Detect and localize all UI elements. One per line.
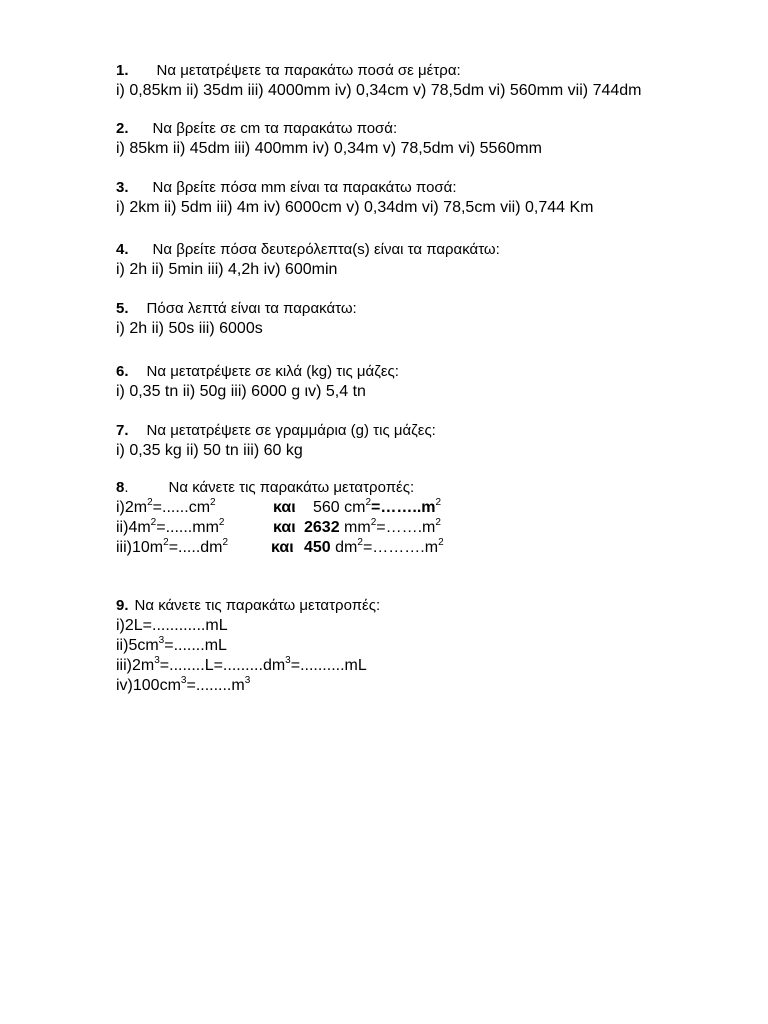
exponent: 2 <box>435 517 441 528</box>
volume-target-2: =..........mL <box>290 657 367 674</box>
and-word: και <box>271 539 294 556</box>
conv-left-base: ii)4m <box>116 519 151 536</box>
exercise-6-title: Να μετατρέψετε σε κιλά (kg) τις μάζες: <box>146 363 399 380</box>
volume-base: iii)2m <box>116 657 155 674</box>
exercise-7-items: i) 0,35 kg ii) 50 tn iii) 60 kg <box>116 442 303 459</box>
exponent: 2 <box>150 517 157 528</box>
exercise-5-heading <box>116 299 756 319</box>
exercise-4-number: 4. <box>116 241 129 258</box>
exercise-8-number: 8 <box>116 479 125 496</box>
exponent: 2 <box>210 497 216 508</box>
exercise-7 <box>116 421 756 461</box>
exercise-3-items: i) 2km ii) 5dm iii) 4m iv) 6000cm v) 0,34dm vi) 78,5cm vii) 0,744 Km <box>116 199 594 216</box>
exercise-8-heading <box>116 478 756 498</box>
exercise-5 <box>116 299 756 339</box>
exercise-2-title: Να βρείτε σε cm τα παρακάτω ποσά: <box>152 120 398 137</box>
exponent: 3 <box>180 675 187 686</box>
exercise-8-title: Να κάνετε τις παρακάτω μετατροπές: <box>168 479 415 496</box>
conv-right-blank: =……….m <box>362 539 439 556</box>
exponent: 2 <box>365 497 372 508</box>
volume-base: iv)100cm <box>116 677 181 694</box>
exercise-6 <box>116 362 756 402</box>
volume-line-3 <box>116 656 756 676</box>
exercise-3-title: Να βρείτε πόσα mm είναι τα παρακάτω ποσά: <box>152 179 457 196</box>
exercise-4-items: i) 2h ii) 5min iii) 4,2h iv) 600min <box>116 261 338 278</box>
exercise-9-number: 9. <box>116 597 129 614</box>
volume-target: =........m <box>186 677 245 694</box>
exercise-6-number: 6. <box>116 363 129 380</box>
conv-right-number: 450 <box>304 539 331 556</box>
exercise-7-number: 7. <box>116 422 129 439</box>
conversion-row <box>116 538 756 558</box>
conv-left-base: iii)10m <box>116 539 164 556</box>
exercise-5-items: i) 2h ii) 50s iii) 6000s <box>116 320 263 337</box>
exponent: 3 <box>154 655 160 666</box>
exercise-6-heading <box>116 362 756 382</box>
exercise-2-items: i) 85km ii) 45dm iii) 400mm iv) 0,34m v) 78,5dm vi) 5560mm <box>116 140 542 157</box>
exercise-2-number: 2. <box>116 120 129 137</box>
volume-line-1: i)2L=............mL <box>116 617 228 634</box>
exercise-1 <box>116 61 756 101</box>
volume-base: ii)5cm <box>116 637 159 654</box>
exercise-8 <box>116 478 756 558</box>
exercise-1-title: Να μετατρέψετε τα παρακάτω ποσά σε μέτρα: <box>156 62 461 79</box>
conv-right-base: dm <box>330 539 358 556</box>
conv-right-unit: m <box>421 499 436 516</box>
exercise-1-number: 1. <box>116 62 129 79</box>
exponent: 3 <box>285 655 291 666</box>
exponent: 2 <box>438 537 444 548</box>
exercise-1-items: i) 0,85km ii) 35dm iii) 4000mm iv) 0,34cm v) 78,5dm vi) 560mm vii) 744dm <box>116 82 642 99</box>
exercise-7-title: Να μετατρέψετε σε γραμμάρια (g) τις μάζες: <box>146 422 436 439</box>
exponent: 2 <box>370 517 377 528</box>
exercise-1-heading <box>116 61 756 81</box>
exercise-5-number: 5. <box>116 300 129 317</box>
exercise-9-heading <box>116 596 756 616</box>
exercise-3-number: 3. <box>116 179 129 196</box>
exercise-3-heading <box>116 178 756 198</box>
conversion-row <box>116 518 756 538</box>
exercise-8-number-dot: . <box>124 479 129 496</box>
exercise-9-title: Να κάνετε τις παρακάτω μετατροπές: <box>134 597 381 614</box>
exercise-2 <box>116 119 756 159</box>
conv-right-base: 560 cm <box>313 499 366 516</box>
exercise-7-heading <box>116 421 756 441</box>
exercise-9 <box>116 596 756 696</box>
volume-line-2 <box>116 636 756 656</box>
exercise-4-title: Να βρείτε πόσα δευτερόλεπτα(s) είναι τα παρακάτω: <box>152 241 500 258</box>
exercise-4-heading <box>116 240 756 260</box>
conversion-row <box>116 498 756 518</box>
conv-left-target: =.....dm <box>168 539 223 556</box>
conv-right-base: mm <box>339 519 371 536</box>
exercise-3 <box>116 178 756 218</box>
exponent: 2 <box>218 517 225 528</box>
conv-left-target: =......mm <box>156 519 219 536</box>
volume-target: =........L=.........dm <box>159 657 286 674</box>
exponent: 2 <box>147 497 153 508</box>
exercise-2-heading <box>116 119 756 139</box>
exercise-5-title: Πόσα λεπτά είναι τα παρακάτω: <box>146 300 357 317</box>
volume-line-4 <box>116 676 756 696</box>
exponent: 2 <box>357 537 363 548</box>
and-word: και <box>273 499 296 516</box>
volume-target: =.......mL <box>164 637 227 654</box>
conv-right-number: 2632 <box>304 519 340 536</box>
exercise-6-items: i) 0,35 tn ii) 50g iii) 6000 g ιv) 5,4 tn <box>116 383 366 400</box>
exponent: 2 <box>222 537 229 548</box>
conv-left-target: =......cm <box>152 499 211 516</box>
and-word: και <box>273 519 296 536</box>
exponent: 3 <box>244 675 251 686</box>
conv-left-base: i)2m <box>116 499 148 516</box>
conv-right-blank: =…….m <box>376 519 436 536</box>
exponent: 3 <box>158 635 165 646</box>
exponent: 2 <box>163 537 169 548</box>
exponent: 2 <box>435 497 442 508</box>
exercise-4 <box>116 240 756 280</box>
conv-right-blank: =…….. <box>371 499 422 516</box>
